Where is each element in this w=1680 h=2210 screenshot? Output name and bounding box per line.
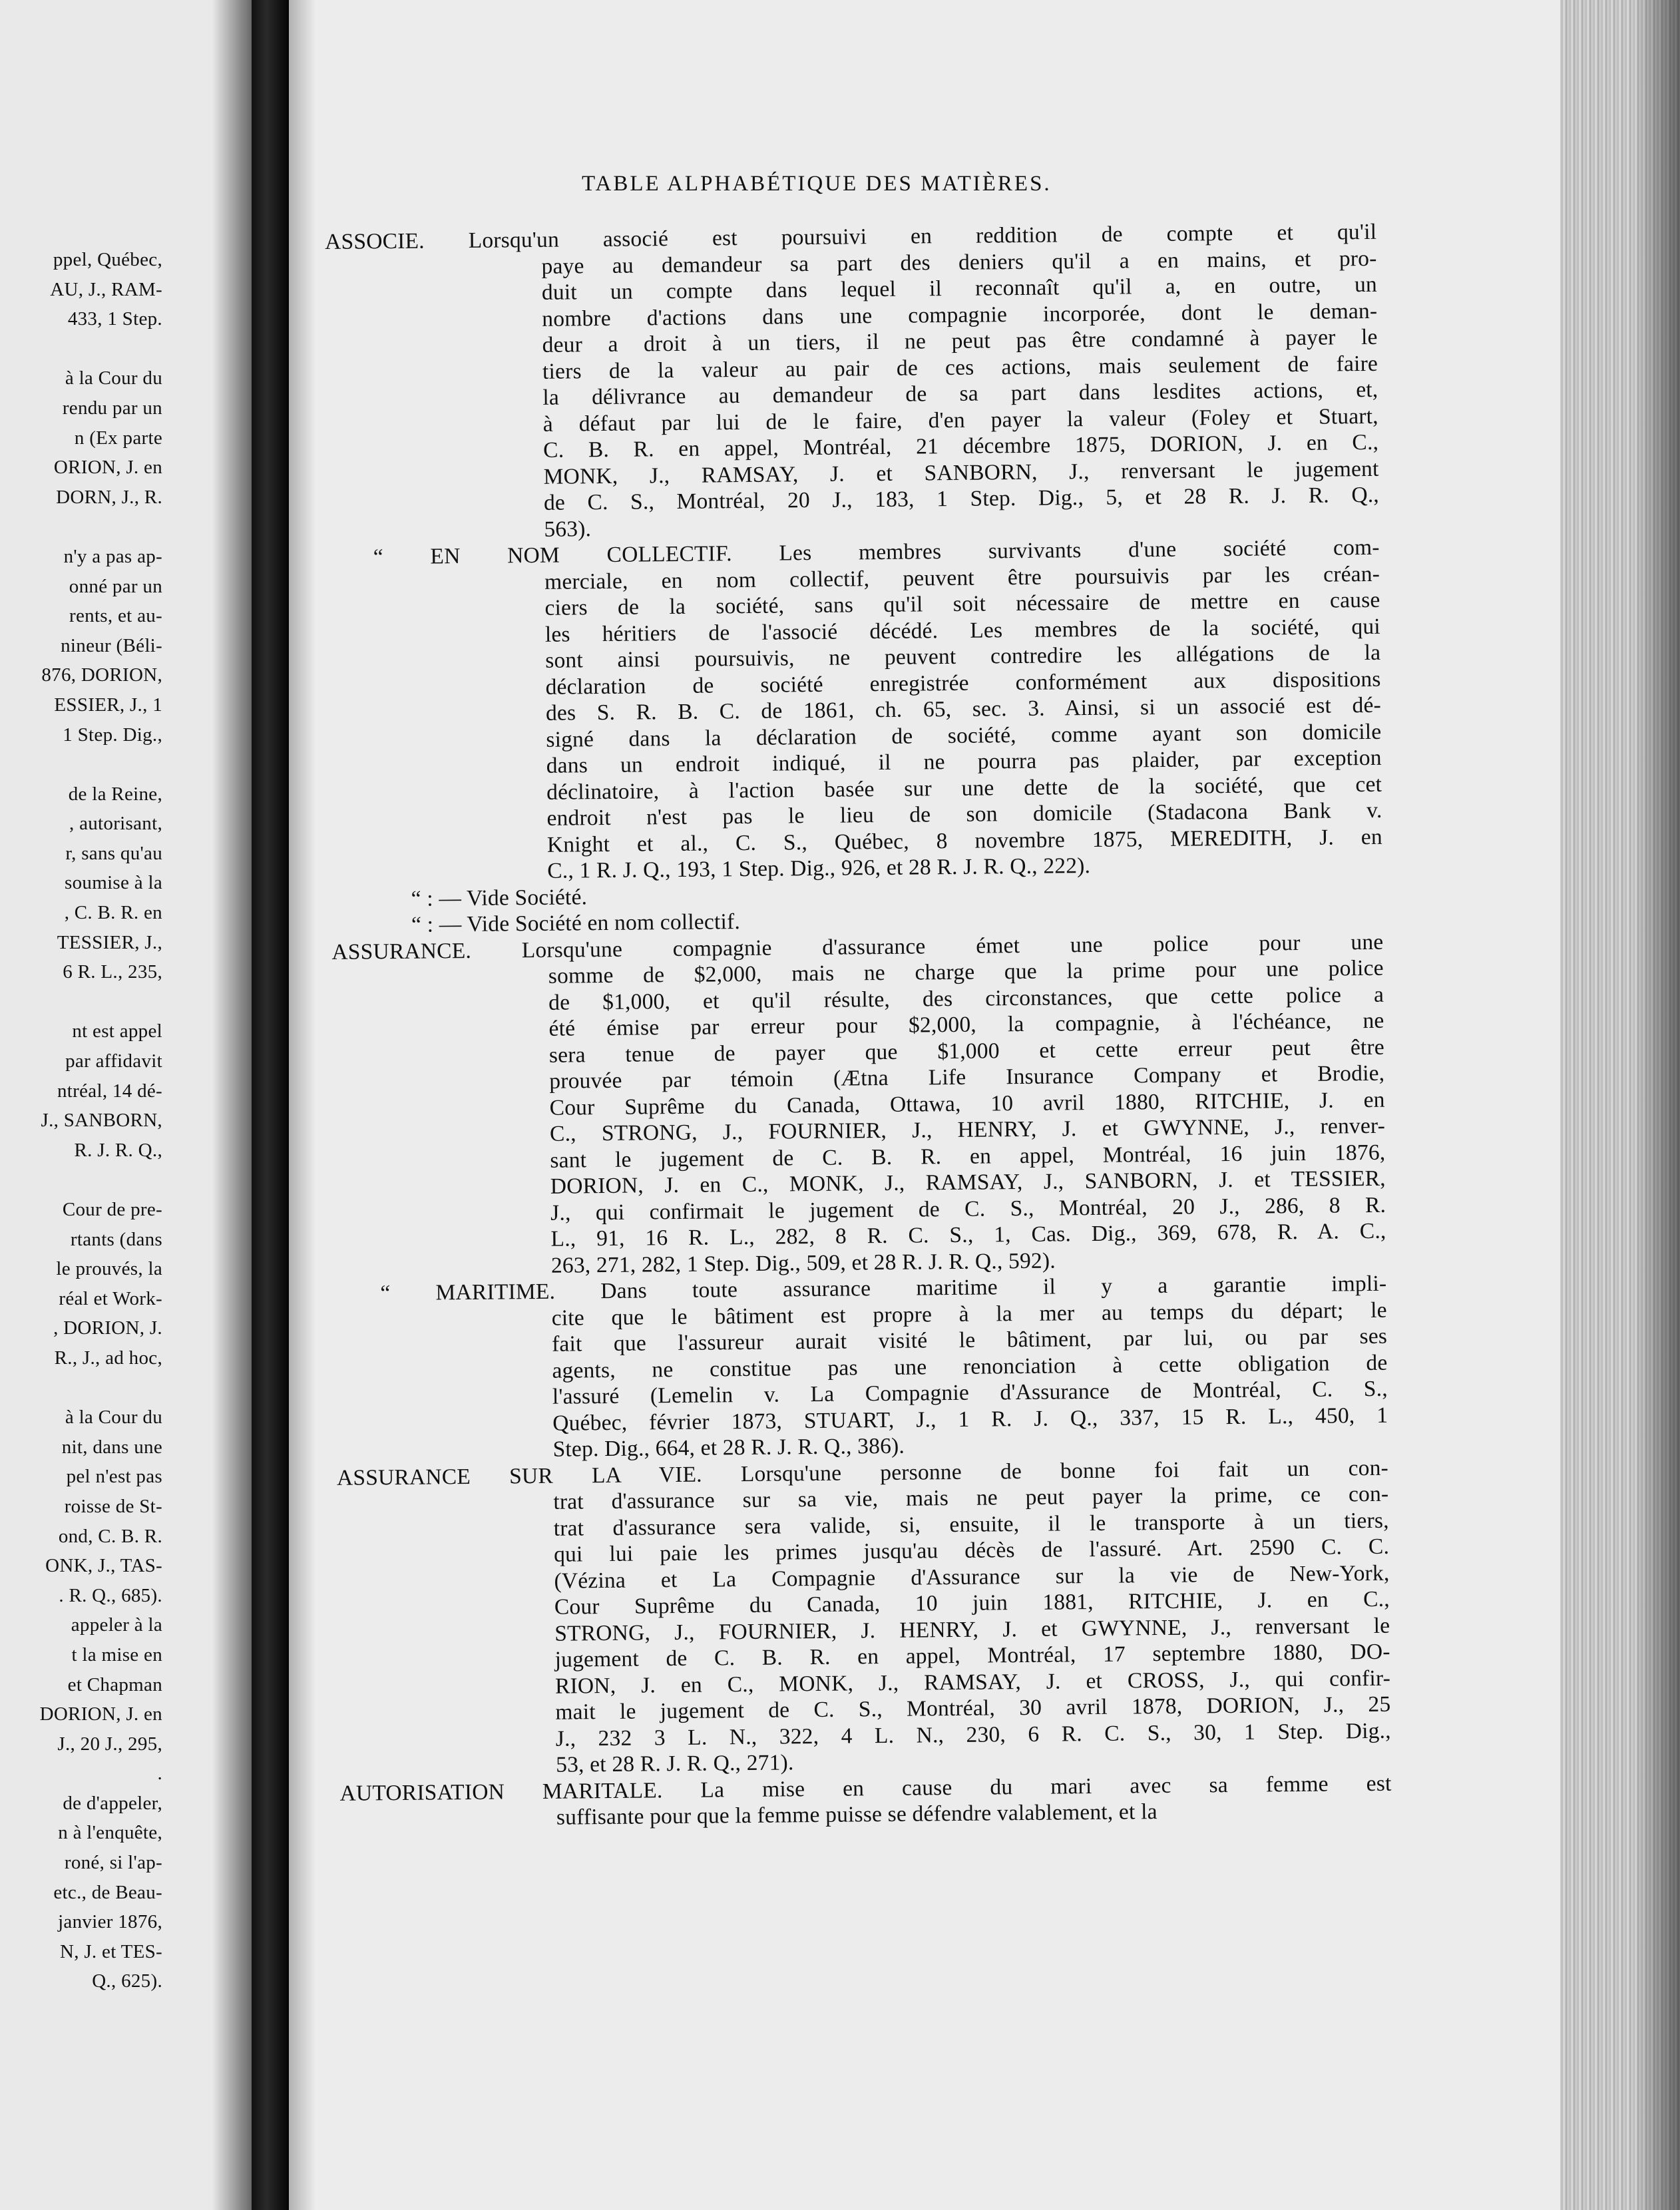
left-page-line: de d'appeler, [63,1792,162,1814]
left-page-line: roné, si l'ap- [64,1852,162,1874]
left-page-line: TESSIER, J., [57,931,162,953]
left-page-line: , DORION, J. [53,1317,162,1339]
entry-heading-line: ASSURANCE. Lorsqu'une compagnie d'assurance émet une police pour une [331,929,1384,965]
entry-text-line: suffisante pour que la femme puisse se défendre valablement, et la [556,1799,1157,1830]
index-entry [325,219,1379,545]
left-page-line: onné par un [69,575,162,597]
left-page-line: ONK, J., TAS- [45,1555,162,1577]
entry-text-line: des S. R. B. C. de 1861, ch. 65, sec. 3. Ainsi, si un associé est dé- [545,692,1382,726]
left-page-line: J., 20 J., 295, [57,1733,162,1755]
left-page-line: rendu par un [62,397,162,419]
left-page-line: R., J., ad hoc, [54,1347,162,1369]
entry-text-line: C., STRONG, J., FOURNIER, J., HENRY, J. et GWYNNE, J., renver- [549,1113,1386,1146]
entry-text-line: déclaration de société enregistrée conformément aux dispositions [545,666,1381,700]
left-page-shadow [212,0,252,2210]
entry-text-line: les héritiers de l'associé décédé. Les membres de la société, qui [544,614,1380,647]
running-title: TABLE ALPHABÉTIQUE DES MATIÈRES. [582,172,1052,196]
entry-heading-line: “ EN NOM COLLECTIF. Les membres survivants d'une société com- [373,535,1380,570]
left-page-text [0,245,162,1996]
left-page-line: et Chapman [67,1673,162,1695]
left-page-line [0,334,162,364]
left-page-line: 433, 1 Step. [67,308,162,330]
index-entry [331,876,1383,939]
index-entry [339,1770,1392,1833]
left-page-line: , autorisant, [69,813,162,835]
entry-text-line: C., 1 R. J. Q., 193, 1 Step. Dig., 926, et 28 R. J. R. Q., 222). [547,853,1091,883]
left-page-line: soumise à la [65,872,162,894]
left-page-line: le prouvés, la [56,1258,162,1280]
left-page-line: 1 Step. Dig., [63,724,162,746]
entry-text-line: trat d'assurance sur sa vie, mais ne peut payer la prime, ce con- [553,1481,1389,1514]
left-page-line: à la Cour du [65,367,162,389]
entry-text-line: mait le jugement de C. S., Montréal, 30 avril 1878, DORION, J., 25 [555,1691,1391,1725]
left-page-line: nineur (Béli- [61,634,162,656]
left-page-line: Cour de pre- [62,1199,162,1220]
left-page-line: nt est appel [72,1020,162,1042]
page-header [582,172,1647,218]
entry-text-line: Knight et al., C. S., Québec, 8 novembre 1875, MEREDITH, J. en [546,824,1383,857]
left-page-line: ntréal, 14 dé- [57,1080,162,1102]
entry-text-line: dans un endroit indiqué, il ne pourra pas plaider, par exception [546,745,1382,778]
entry-text-line: endroit n'est pas le lieu de son domicile (Stadacona Bank v. [546,797,1382,831]
entry-text-line: la délivrance au demandeur de sa part dans lesdites actions, et, [542,377,1378,410]
left-page-line: 876, DORION, [41,664,162,686]
entry-text-line: 53, et 28 R. J. R. Q., 271). [555,1750,794,1777]
entry-text-line: sant le jugement de C. B. R. en appel, Montréal, 16 juin 1876, [550,1140,1386,1173]
left-page-line: . [157,1763,162,1785]
entry-text-line: merciale, en nom collectif, peuvent être poursuivis par les créan- [544,561,1380,594]
entry-heading-line: AUTORISATION MARITALE. La mise en cause du mari avec sa femme est [339,1771,1392,1806]
entry-text-line: J., 232 3 L. N., 322, 4 L. N., 230, 6 R. C. S., 30, 1 Step. Dig., [555,1718,1391,1751]
left-page-line [0,750,162,779]
entry-text-line: Cour Suprême du Canada, Ottawa, 10 avril 1880, RITCHIE, J. en [549,1087,1385,1120]
left-page-line [0,1373,162,1403]
entry-text-line: STRONG, J., FOURNIER, J. HENRY, J. et GWYNNE, J., renversant le [554,1613,1390,1646]
entry-text-line: nombre d'actions dans une compagnie incorporée, dont le deman- [542,298,1378,332]
left-page-line: nit, dans une [61,1436,162,1458]
entry-text-line: tiers de la valeur au pair de ces actions, mais seulement de faire [542,351,1378,384]
entry-text-line: jugement de C. B. R. en appel, Montréal, 17 septembre 1880, DO- [554,1639,1390,1672]
entry-text-line: paye au demandeur sa part des deniers qu'il a en mains, et pro- [541,246,1377,279]
left-page-line: rents, et au- [69,605,162,627]
entry-text-line: cite que le bâtiment est propre à la mer au temps du départ; le [551,1297,1387,1331]
entry-text-line: l'assuré (Lemelin v. La Compagnie d'Assurance de Montréal, C. S., [552,1376,1388,1409]
entry-text-line: qui lui paie les primes jusqu'au décès de l'assuré. Art. 2590 C. C. [553,1534,1390,1567]
left-page-line: t la mise en [71,1644,162,1665]
left-page-line [0,512,162,542]
entry-text-line: de C. S., Montréal, 20 J., 183, 1 Step. Dig., 5, et 28 R. J. R. Q., [543,482,1380,515]
left-page-line [0,987,162,1017]
left-page-line: Q., 625). [92,1970,162,1992]
entry-heading-line: ASSURANCE SUR LA VIE. Lorsqu'une personne de bonne foi fait un con- [336,1455,1389,1490]
book-gutter [252,0,289,2210]
left-page [0,0,252,2210]
left-page-line: pel n'est pas [66,1466,162,1488]
entry-heading-line: ASSOCIE. Lorsqu'un associé est poursuivi en reddition de compte et qu'il [325,219,1377,254]
left-page-line: r, sans qu'au [65,842,162,864]
index-entry [337,1454,1391,1780]
entry-text-line: Cour Suprême du Canada, 10 juin 1881, RITCHIE, J. en C., [554,1586,1390,1620]
left-page-line: R. J. R. Q., [74,1139,162,1161]
entry-text-line: J., qui confirmait le jugement de C. S., Montréal, 20 J., 286, 8 R. [550,1192,1386,1225]
left-page-line: à la Cour du [65,1407,162,1429]
left-page-line: ORION, J. en [53,457,162,479]
index-entries [325,219,1392,1833]
left-page-line: ppel, Québec, [53,249,162,270]
left-page-line: 6 R. L., 235, [63,961,162,983]
entry-text-line: sera tenue de payer que $1,000 et cette erreur peut être [548,1034,1385,1068]
left-page-line: rtants (dans [70,1228,162,1250]
entry-heading-line: “ MARITIME. Dans toute assurance maritime il y a garantie impli- [380,1271,1387,1306]
left-page-line: DORN, J., R. [56,486,162,508]
entry-text-line: Québec, février 1873, STUART, J., 1 R. J. Q., 337, 15 R. L., 450, 1 [552,1403,1388,1436]
entry-text-line: 263, 271, 282, 1 Step. Dig., 509, et 28 R. J. R. Q., 592). [550,1248,1056,1278]
entry-text-line: Step. Dig., 664, et 28 R. J. R. Q., 386). [552,1433,905,1462]
left-page-line: , C. B. R. en [64,902,162,924]
left-page-line: appeler à la [71,1614,162,1636]
left-page-line [0,1165,162,1195]
left-page-line: AU, J., RAM- [50,278,162,300]
left-page-line: n à l'enquête, [58,1822,162,1844]
entry-text-line: été émise par erreur pour $2,000, la compagnie, à l'échéance, ne [548,1008,1384,1041]
entry-text-line: ciers de la société, sans qu'il soit nécessaire de mettre en cause [544,587,1380,620]
entry-text-line: RION, J. en C., MONK, J., RAMSAY, J. et CROSS, J., qui confir- [554,1665,1391,1699]
left-page-line: n'y a pas ap- [63,545,162,567]
entry-text-line: prouvée par témoin (Ætna Life Insurance Company et Brodie, [549,1060,1385,1094]
entry-text-line: C. B. R. en appel, Montréal, 21 décembre 1875, DORION, J. en C., [543,429,1379,463]
entry-heading-line: “ : — Vide Société. [411,884,588,911]
left-page-line: janvier 1876, [58,1911,162,1933]
book-page-edges [1560,0,1680,2210]
entry-text-line: à défaut par lui de le faire, d'en payer la valeur (Foley et Stuart, [542,403,1378,437]
entry-text-line: deur a droit à un tiers, il ne peut pas être condamné à payer le [542,324,1378,357]
entry-text-line: fait que l'assureur aurait visité le bâtiment, par lui, ou par ses [551,1323,1388,1357]
left-page-line: ond, C. B. R. [58,1525,162,1547]
left-page-line: J., SANBORN, [41,1110,162,1132]
entry-text-line: 563). [544,516,592,542]
entry-text-line: somme de $2,000, mais ne charge que la prime pour une police [548,955,1384,989]
left-page-line: . R. Q., 685). [59,1584,162,1606]
entry-text-line: agents, ne constitue pas une renonciation à cette obligation de [552,1350,1388,1383]
index-entry [331,929,1386,1281]
left-page-line: n (Ex parte [74,427,162,449]
left-page-line: de la Reine, [68,783,162,805]
entry-text-line: (Vézina et La Compagnie d'Assurance sur la vie de New-York, [554,1560,1390,1594]
left-page-line: réal et Work- [59,1287,162,1309]
entry-text-line: de $1,000, et qu'il résulte, des circonstances, que cette police a [548,982,1384,1015]
left-page-line: par affidavit [65,1050,162,1072]
left-page-line: ESSIER, J., 1 [54,694,162,716]
entry-text-line: trat d'assurance sera valide, si, ensuite, il le transporte à un tiers, [553,1508,1389,1541]
entry-text-line: duit un compte dans lequel il reconnaît qu'il a, en outre, un [541,272,1378,305]
entry-text-line: signé dans la déclaration de société, comme ayant son domicile [546,719,1382,752]
index-entry [328,535,1383,887]
left-page-line: DORION, J. en [39,1703,162,1725]
left-page-line: N, J. et TES- [60,1940,162,1962]
left-page-line: roisse de St- [64,1495,162,1517]
entry-text-line: “ : — Vide Société en nom collectif. [411,909,741,937]
entry-text-line: DORION, J. en C., MONK, J., RAMSAY, J., SANBORN, J. et TESSIER, [550,1166,1386,1199]
entry-text-line: sont ainsi poursuivis, ne peuvent contredire les allégations de la [545,640,1381,673]
left-page-line: etc., de Beau- [53,1881,162,1903]
index-entry [335,1271,1388,1465]
entry-text-line: MONK, J., RAMSAY, J. et SANBORN, J., renversant le jugement [543,456,1379,489]
right-page [289,0,1560,2210]
entry-text-line: déclinatoire, à l'action basée sur une dette de la société, que cet [546,772,1382,805]
entry-text-line: L., 91, 16 R. L., 282, 8 R. C. S., 1, Cas. Dig., 369, 678, R. A. C., [550,1218,1386,1251]
